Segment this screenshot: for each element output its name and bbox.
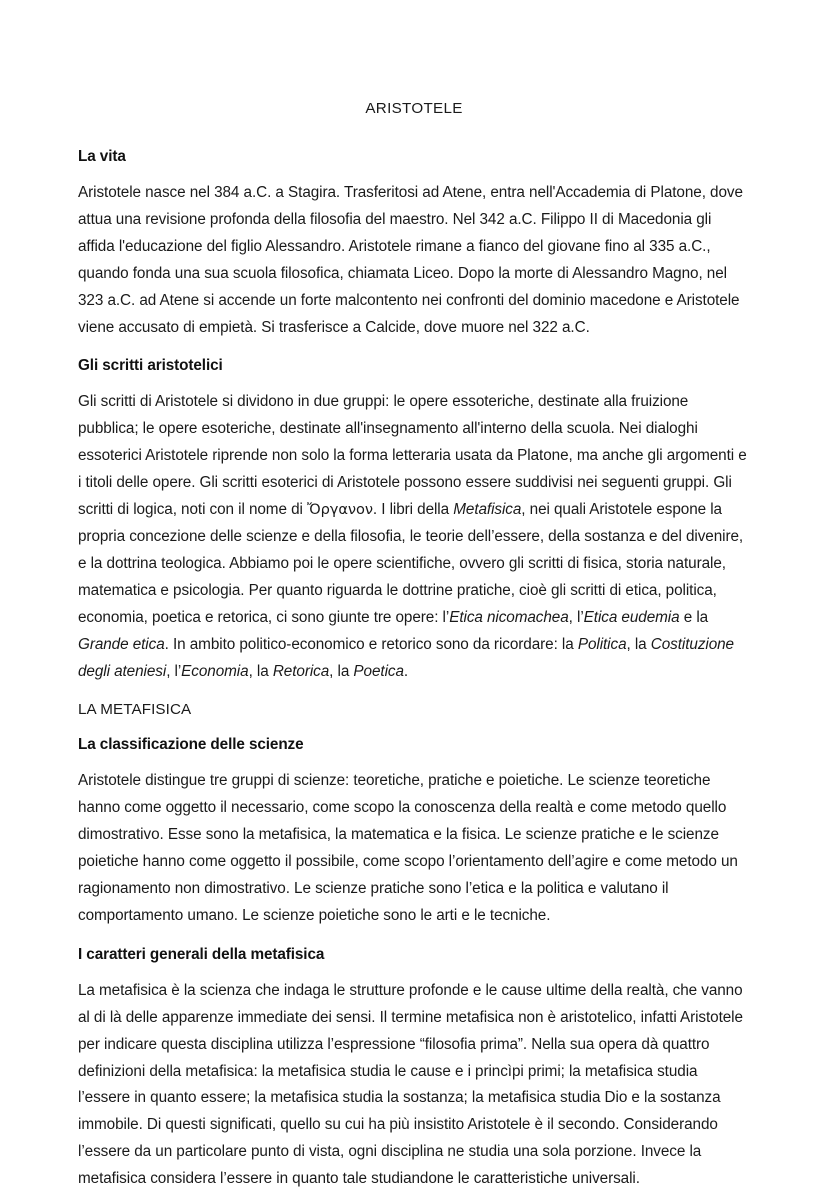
italic-title-politica: Politica [577, 635, 627, 653]
italic-title-etica-eudemia: Etica eudemia [583, 608, 680, 626]
section-heading-la-metafisica: LA METAFISICA [78, 701, 192, 719]
text-run: , l’ [568, 608, 584, 626]
text-run: , l’ [166, 662, 182, 680]
paragraph-la-classificazione-delle-scienze: Aristotele distingue tre gruppi di scienze: teoretiche, pratiche e poietiche. Le scienze teoretiche hanno come oggetto il necessario, come scopo la conoscenza della realtà e come metodo quello dimostrativo. Esse sono la metafisica, la matematica e la fisica. Le scienze pratiche e le scienze poietiche hanno come oggetto il possibile, come scopo l’orientamento dell’agire e come metodo un ragionamento non dimostrativo. Le scienze pratiche sono l’etica e la politica e valutano il comportamento umano. Le scienze poietiche sono le arti e le tecniche. [78, 772, 738, 924]
page-title: ARISTOTELE [365, 100, 463, 117]
paragraph-i-caratteri-generali-della-metafisica: La metafisica è la scienza che indaga le strutture profonde e le cause ultime della realtà, che vanno al di là delle apparenze immediate dei sensi. Il termine metafisica non è aristotelico, infatti Aristotele per indicare questa disciplina utilizza l’espressione “filosofia prima”. Nella sua opera dà quattro definizioni della metafisica: la metafisica studia le cause e i princìpi primi; la metafisica studia l’essere in quanto essere; la metafisica studia la sostanza; la metafisica studia Dio e la sostanza immobile. Di questi significati, quello su cui ha più insistito Aristotele è il secondo. Considerando l’essere da un particolare punto di vista, ogni disciplina ne studia una sola porzione. Invece la metafisica considera l’essere in quanto tale studiandone le caratteristiche universali. [78, 981, 743, 1188]
text-run: . [403, 662, 409, 680]
italic-title-costituzione-degli-ateniesi: Costituzione degli ateniesi [78, 635, 734, 680]
italic-title-economia: Economia [181, 662, 249, 680]
italic-title-etica-nicomachea: Etica nicomachea [449, 608, 569, 626]
text-run: , la [248, 662, 273, 680]
section-heading-la-classificazione-delle-scienze: La classificazione delle scienze [78, 736, 304, 754]
section-heading-la-vita: La vita [78, 148, 126, 165]
text-run: . In ambito politico-economico e retorico sono da ricordare: la [164, 635, 578, 653]
greek-term-organon: Ὄργανον [307, 501, 373, 519]
text-run: , nei quali Aristotele espone la propria concezione delle scienze e della filosofia, le teorie dell’essere, della sostanza e del divenire, e la dottrina teologica. Abbiamo poi le opere scientifiche, ovvero gli scritti di fisica, storia naturale, matematica e psicologia. Per quanto riguarda le dottrine pratiche, cioè gli scritti di etica, politica, economia, poetica e retorica, ci sono giunte tre opere: l’ [78, 501, 744, 626]
text-run: , la [329, 662, 354, 680]
section-heading-gli-scritti-aristotelici: Gli scritti aristotelici [78, 357, 223, 375]
paragraph-la-vita: Aristotele nasce nel 384 a.C. a Stagira. Trasferitosi ad Atene, entra nell'Accademia di Platone, dove attua una revisione profonda della filosofia del maestro. Nel 342 a.C. Filippo II di Macedonia gli affida l'educazione del figlio Alessandro. Aristotele rimane a fianco del giovane fino al 335 a.C., quando fonda una sua scuola filosofica, chiamata Liceo. Dopo la morte di Alessandro Magno, nel 323 a.C. ad Atene si accende un forte malcontento nei confronti del dominio macedone e Aristotele viene accusato di empietà. Si trasferisce a Calcide, dove muore nel 322 a.C. [78, 184, 743, 336]
section-heading-i-caratteri-generali-della-metafisica: I caratteri generali della metafisica [78, 945, 325, 963]
italic-title-metafisica: Metafisica [453, 501, 522, 519]
italic-title-grande-etica: Grande etica [78, 635, 165, 653]
text-run: . I libri della [372, 501, 454, 519]
paragraph-gli-scritti-aristotelici [78, 389, 750, 685]
italic-title-retorica: Retorica [272, 662, 330, 680]
text-run: e la [679, 608, 709, 626]
text-run: , la [626, 635, 651, 653]
text-run: Gli scritti di Aristotele si dividono in due gruppi: le opere essoteriche, destinate alla fruizione pubblica; le opere esoteriche, destinate all'insegnamento all'interno della scuola. Nei dialoghi essoterici Aristotele riprende non solo la forma letteraria usata da Platone, ma anche gli argomenti e i titoli delle opere. Gli scritti esoterici di Aristotele possono essere suddivisi nei seguenti gruppi. Gli scritti di logica, noti con il nome di [78, 393, 747, 519]
italic-title-poetica: Poetica [353, 662, 404, 680]
